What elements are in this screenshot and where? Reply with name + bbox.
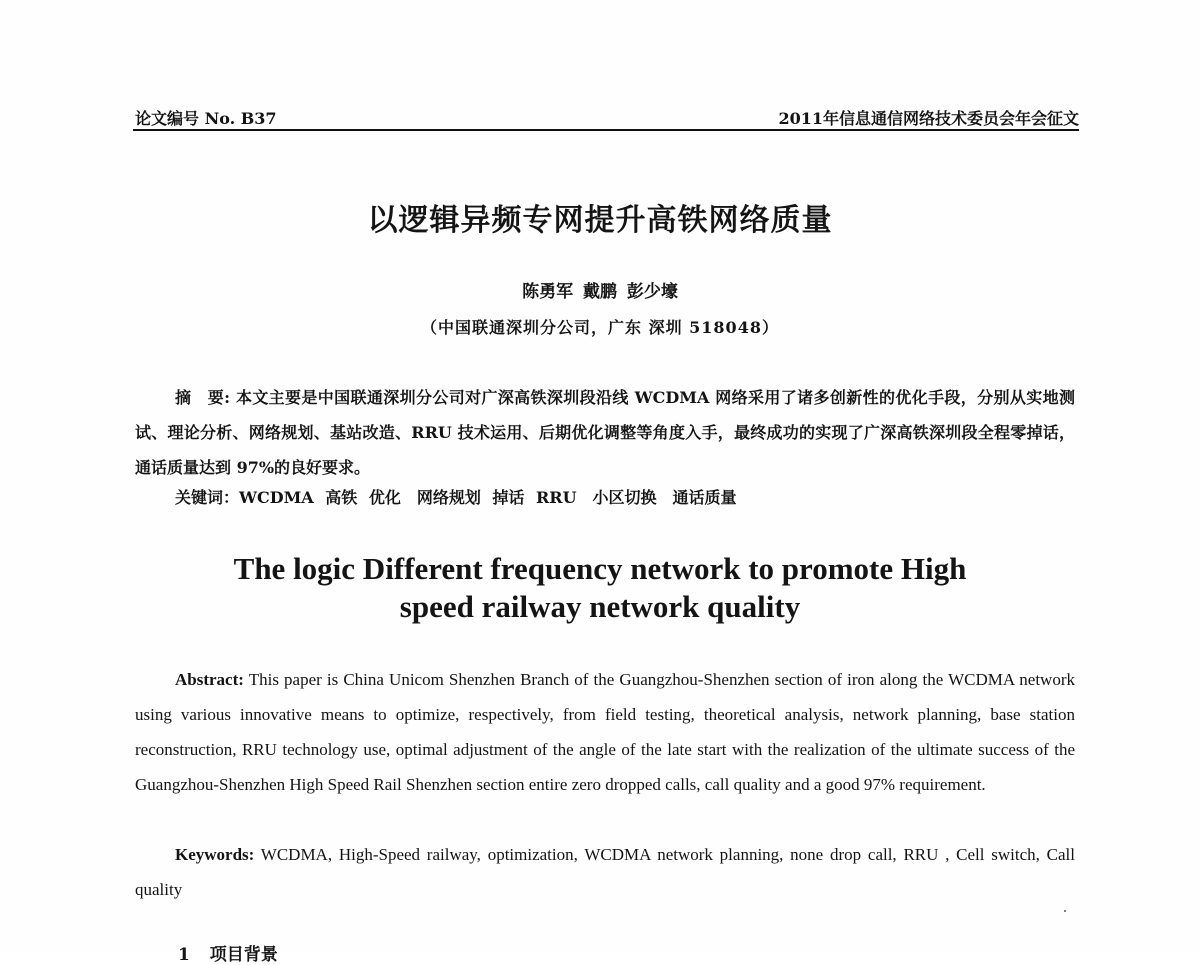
english-title-line-1: The logic Different frequency network to promote High [233, 551, 967, 586]
english-keywords-text: WCDMA, High-Speed railway, optimization, WCDMA network planning, none drop call, RRU , Cell switch, Call quality [135, 845, 1075, 899]
section-number: 1 [178, 945, 190, 965]
english-keywords [135, 837, 1075, 907]
english-abstract-label: Abstract: [175, 670, 244, 689]
english-title-line-2: speed railway network quality [399, 589, 801, 624]
english-abstract-text: This paper is China Unicom Shenzhen Branch of the Guangzhou-Shenzhen section of iron along the WCDMA network using various innovative means to optimize, respectively, from field testing, theoretical analysis, network planning, base station reconstruction, RRU technology use, optimal adjustment of the angle of the late start with the realization of the ultimate success of the Guangzhou-Shenzhen High Speed Rail Shenzhen section entire zero dropped calls, call quality and a good 97% requirement. [135, 670, 1075, 794]
chinese-abstract-text: 本文主要是中国联通深圳分公司对广深高铁深圳段沿线 WCDMA 网络采用了诸多创新性的优化手段，分别从实地测试、理论分析、网络规划、基站改造、RRU 技术运用、后期优化调整等角度入手，最终成功的实现了广深高铁深圳段全程零掉话，通话质量达到 97%的良好要求。 [135, 388, 1075, 477]
english-title [0, 550, 1200, 626]
chinese-keywords-text: WCDMA 高铁 优化 网络规划 掉话 RRU 小区切换 通话质量 [239, 488, 737, 507]
paper-number: 论文编号 No. B37 [135, 109, 277, 128]
english-keywords-label: Keywords: [175, 845, 255, 864]
scan-speck [1064, 910, 1066, 912]
chinese-title: 以逻辑异频专网提升高铁网络质量 [367, 203, 833, 238]
section-heading [178, 940, 278, 965]
affiliation: （中国联通深圳分公司，广东 深圳 518048） [421, 318, 779, 337]
conference-name: 2011年信息通信网络技术委员会年会征文 [778, 109, 1079, 128]
english-abstract [135, 662, 1075, 802]
chinese-abstract [135, 380, 1075, 485]
authors: 陈勇军 戴鹏 彭少壕 [522, 282, 678, 302]
running-header [135, 104, 1079, 128]
chinese-keywords-label: 关键词： [175, 488, 240, 507]
section-title: 项目背景 [209, 945, 278, 965]
chinese-abstract-label: 摘 要: [175, 388, 231, 407]
chinese-keywords [175, 485, 737, 508]
header-rule [133, 129, 1079, 131]
